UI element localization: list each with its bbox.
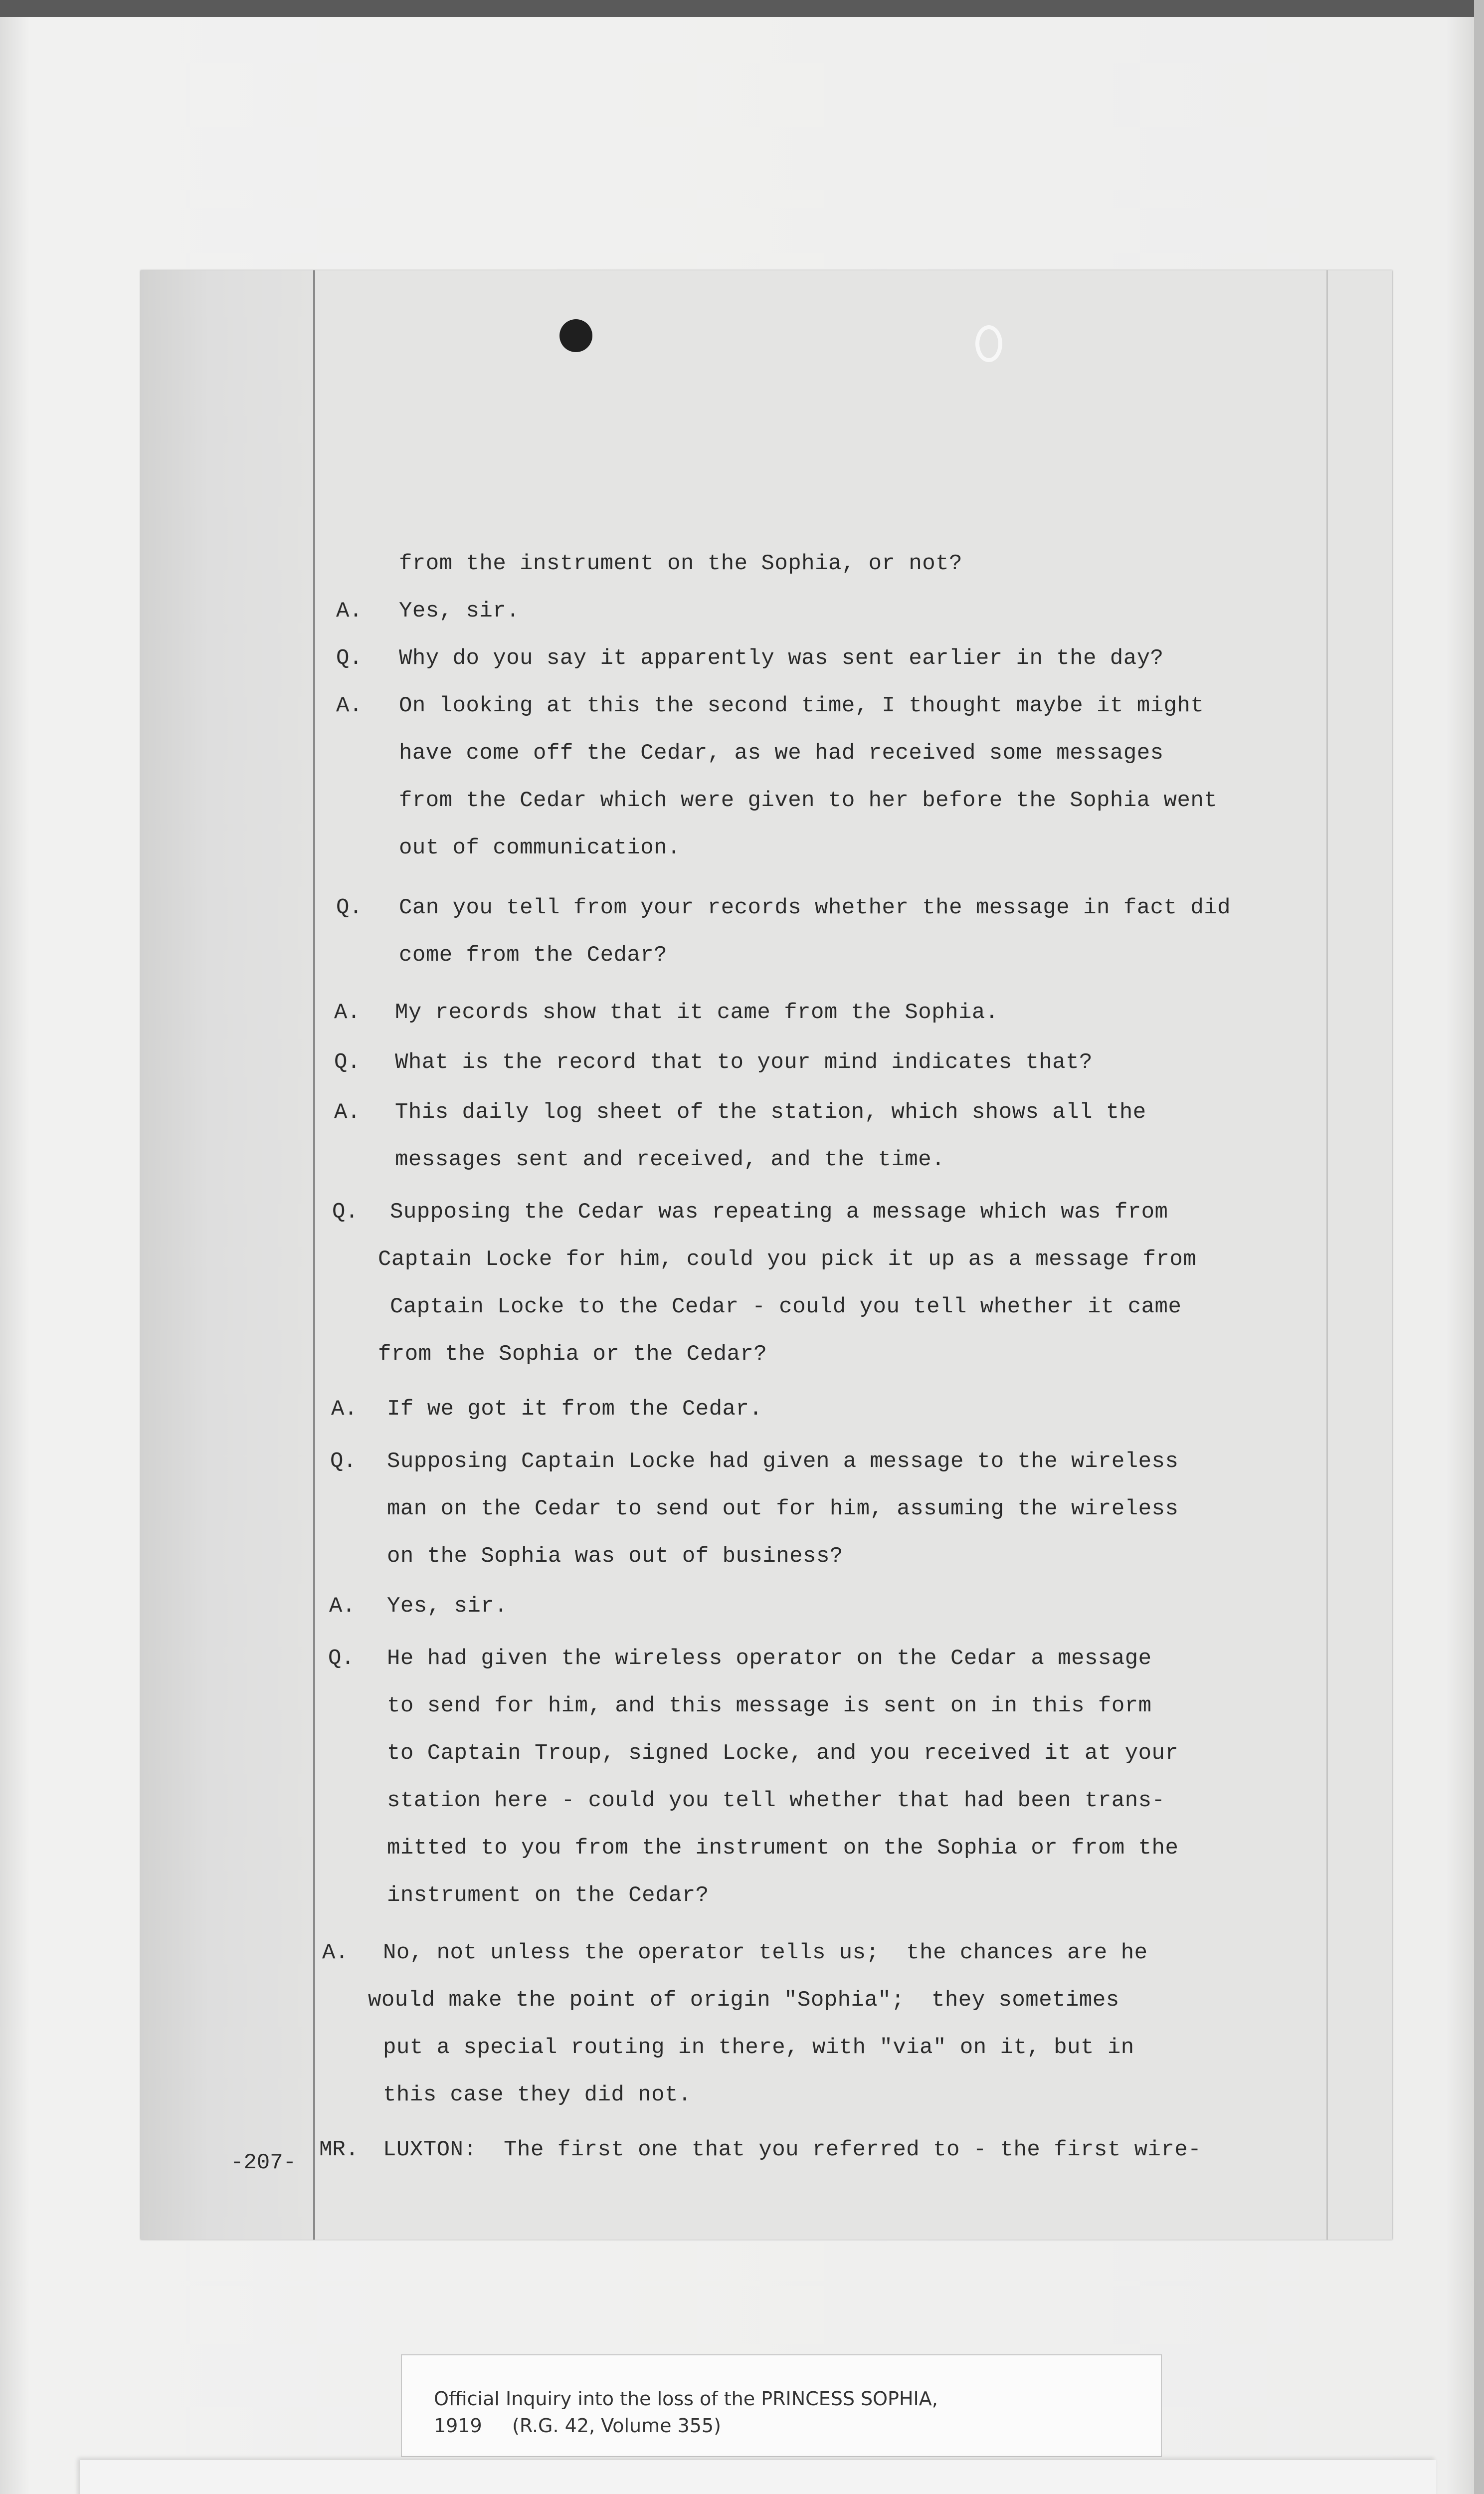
page-number: -207-	[230, 2150, 297, 2175]
transcript-line: put a special routing in there, with "via" on it, but in	[383, 2035, 1134, 2060]
transcript-line: out of communication.	[399, 835, 681, 860]
speaker-label: Q.	[332, 1200, 359, 1225]
caption-line-2: 1919 (R.G. 42, Volume 355)	[434, 2415, 721, 2437]
transcript-line: man on the Cedar to send out for him, assuming the wireless	[387, 1496, 1179, 1521]
film-edge-right	[1474, 0, 1484, 2494]
transcript-line: on the Sophia was out of business?	[387, 1544, 843, 1569]
transcript-line: mitted to you from the instrument on the Sophia or from the	[387, 1836, 1179, 1861]
transcript-line: This daily log sheet of the station, which shows all the	[395, 1100, 1146, 1125]
transcript-line: messages sent and received, and the time.	[395, 1147, 945, 1172]
speaker-label: A.	[329, 1594, 356, 1619]
transcript-line: Can you tell from your records whether the message in fact did	[399, 895, 1231, 920]
transcript-line: Supposing the Cedar was repeating a message which was from	[390, 1200, 1168, 1225]
transcript-line: LUXTON: The first one that you referred to - the first wire-	[383, 2137, 1202, 2162]
transcript-line: would make the point of origin "Sophia"; they sometimes	[368, 1988, 1119, 2013]
transcript-line: have come off the Cedar, as we had received some messages	[399, 741, 1164, 766]
transcript-line: On looking at this the second time, I thought maybe it might	[399, 693, 1204, 718]
transcript-line: to send for him, and this message is sent on in this form	[387, 1693, 1152, 1718]
speaker-label: Q.	[328, 1646, 355, 1671]
archive-caption-label	[401, 2354, 1162, 2457]
transcript-line: from the Cedar which were given to her before the Sophia went	[399, 788, 1218, 813]
caption-line-1: Official Inquiry into the loss of the PRINCESS SOPHIA,	[434, 2388, 938, 2410]
transcript-line: No, not unless the operator tells us; the chances are he	[383, 1940, 1148, 1965]
archives-card	[80, 2460, 1436, 2494]
film-edge-top	[0, 0, 1484, 17]
punch-hole	[559, 319, 592, 352]
transcript-line: this case they did not.	[383, 2082, 692, 2107]
transcript-line: Captain Locke to the Cedar - could you tell whether it came	[390, 1294, 1182, 1319]
transcript-line: What is the record that to your mind indicates that?	[395, 1050, 1093, 1075]
transcript-line: Why do you say it apparently was sent earlier in the day?	[399, 646, 1164, 671]
transcript-line: station here - could you tell whether that had been trans-	[387, 1788, 1165, 1813]
speaker-label: Q.	[336, 646, 363, 671]
transcript-line: My records show that it came from the Sophia.	[395, 1000, 999, 1025]
transcript-line: Supposing Captain Locke had given a message to the wireless	[387, 1449, 1179, 1474]
speaker-label: A.	[322, 1940, 349, 1965]
transcript-line: from the Sophia or the Cedar?	[378, 1342, 767, 1367]
transcript-line: Yes, sir.	[399, 599, 520, 624]
speaker-label: A.	[334, 1100, 361, 1125]
speaker-label: MR.	[319, 2137, 359, 2162]
transcript-line: If we got it from the Cedar.	[387, 1397, 763, 1422]
speaker-label: A.	[336, 693, 363, 718]
page-margin-shade	[141, 270, 315, 2240]
speaker-label: Q.	[334, 1050, 361, 1075]
speaker-label: A.	[336, 599, 363, 624]
reinforced-hole	[975, 325, 1002, 362]
right-margin-rule	[1326, 270, 1328, 2240]
speaker-label: Q.	[330, 1449, 357, 1474]
transcript-line: come from the Cedar?	[399, 943, 668, 968]
speaker-label: Q.	[336, 895, 363, 920]
transcript-line: Yes, sir.	[387, 1594, 508, 1619]
transcript-line: He had given the wireless operator on the Cedar a message	[387, 1646, 1152, 1671]
transcript-line: Captain Locke for him, could you pick it up as a message from	[378, 1247, 1197, 1272]
transcript-line: to Captain Troup, signed Locke, and you received it at your	[387, 1741, 1179, 1766]
transcript-line: from the instrument on the Sophia, or not?	[399, 551, 962, 576]
transcript-page	[141, 270, 1392, 2240]
margin-rule	[313, 270, 315, 2240]
speaker-label: A.	[334, 1000, 361, 1025]
transcript-line: instrument on the Cedar?	[387, 1883, 709, 1908]
speaker-label: A.	[331, 1397, 358, 1422]
